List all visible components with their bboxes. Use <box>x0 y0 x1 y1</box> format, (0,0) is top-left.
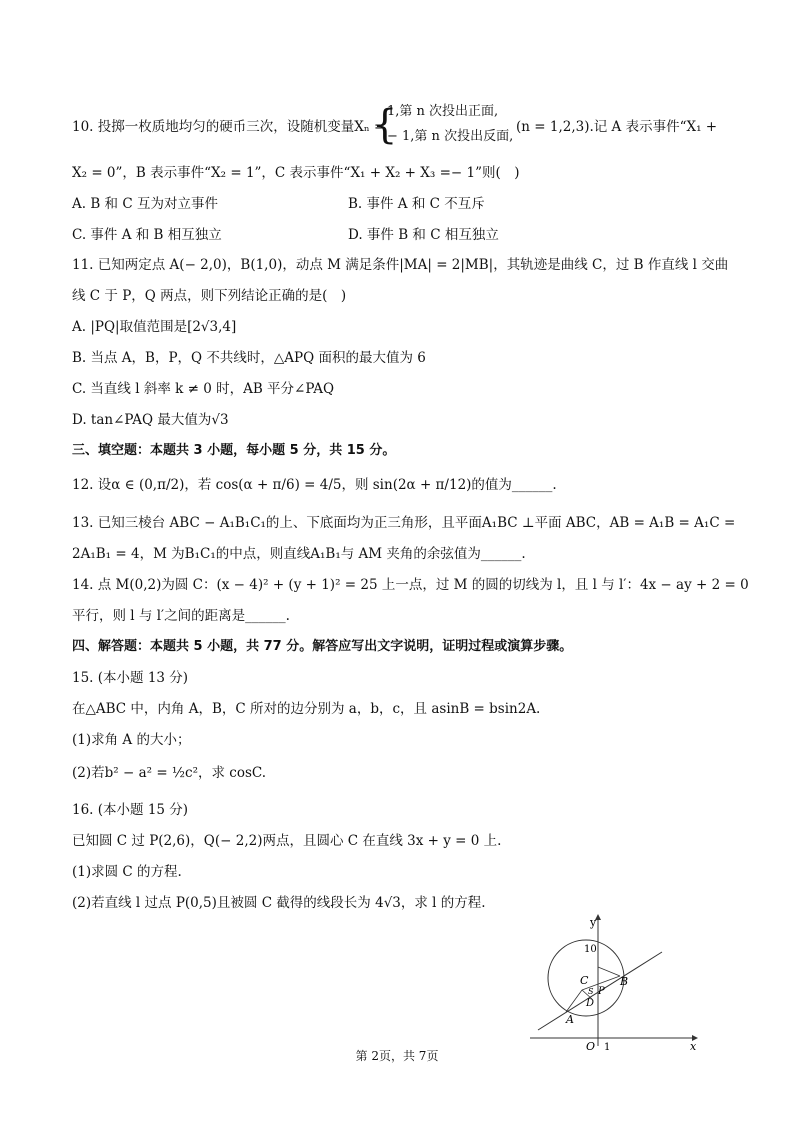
x-axis-label: x <box>690 1040 697 1052</box>
q11-option-d: D. tan∠PAQ 最大值为√3 <box>72 412 229 428</box>
q11-option-c: C. 当直线 l 斜率 k ≠ 0 时，AB 平分∠PAQ <box>72 381 335 397</box>
q10-option-d: D. 事件 B 和 C 相互独立 <box>348 227 499 243</box>
q15-stem: 在△ABC 中，内角 A，B，C 所对的边分别为 a，b，c，且 asinB = bsin2A. <box>72 701 541 717</box>
q11-line2: 线 C 于 P，Q 两点，则下列结论正确的是( ) <box>72 288 347 304</box>
q11-line1: 11. 已知两定点 A(− 2,0)，B(1,0)，动点 M 满足条件|MA| = 2|MB|，其轨迹是曲线 C，过 B 作直线 l 交曲 <box>72 257 729 273</box>
point-b-label: B <box>620 975 629 988</box>
segment-ca <box>566 990 582 1012</box>
point-p-label: P <box>598 986 605 997</box>
section3-heading: 三、填空题：本题共 3 小题，每小题 5 分，共 15 分。 <box>72 443 396 458</box>
q13-line1: 13. 已知三棱台 ABC − A₁B₁C₁的上、下底面均为正三角形，且平面A₁BC ⊥平面 ABC，AB = A₁B = A₁C = <box>72 515 736 531</box>
q11-option-a: A. |PQ|取值范围是[2√3,4] <box>72 319 237 335</box>
point-c-label: C <box>580 974 589 987</box>
q10-line2: X₂ = 0”，B 表示事件“X₂ = 1”，C 表示事件“X₁ + X₂ + X₃ =− 1”则( ) <box>72 165 520 181</box>
q15-part1: (1)求角 A 的大小； <box>72 732 191 748</box>
q15-heading: 15. (本小题 13 分) <box>72 670 189 686</box>
point-d-label: D <box>586 998 595 1009</box>
point-a-label: A <box>566 1013 574 1026</box>
q10-option-b: B. 事件 A 和 C 不互斥 <box>348 196 485 212</box>
q10-option-c: C. 事件 A 和 B 相互独立 <box>72 227 222 243</box>
tick-10-label: 10 <box>584 944 597 955</box>
tick-1-label: 1 <box>604 1042 611 1052</box>
q13-line2: 2A₁B₁ = 4，M 为B₁C₁的中点，则直线A₁B₁与 AM 夹角的余弦值为______. <box>72 546 526 562</box>
q14-line1: 14. 点 M(0,2)为圆 C：(x − 4)² + (y + 1)² = 25 上一点，过 M 的圆的切线为 l，且 l 与 l′：4x − ay + 2 = 0 <box>72 577 749 593</box>
q10-case2: − 1,第 n 次投出反面, <box>387 129 514 144</box>
page-footer: 第 2页，共 7页 <box>355 1049 439 1063</box>
q12-text: 12. 设α ∈ (0,π/2)，若 cos(α + π/6) = 4/5，则 sin(2α + π/12)的值为______. <box>72 477 557 493</box>
q14-line2: 平行，则 l 与 l′之间的距离是______. <box>72 608 290 624</box>
piecewise-brace: { <box>372 102 398 148</box>
q16-part2: (2)若直线 l 过点 P(0,5)且被圆 C 截得的线段长为 4√3，求 l 的方程. <box>72 895 486 911</box>
q16-stem: 已知圆 C 过 P(2,6)，Q(− 2,2)两点，且圆心 C 在直线 3x + y = 0 上. <box>72 833 502 849</box>
y-axis-label: y <box>590 916 597 929</box>
q16-heading: 16. (本小题 15 分) <box>72 802 189 818</box>
q11-option-b: B. 当点 A，B，P，Q 不共线时，△APQ 面积的最大值为 6 <box>72 350 426 366</box>
q15-part2: (2)若b² − a² = ½c²，求 cosC. <box>72 765 267 781</box>
origin-label: O <box>586 1040 596 1052</box>
circle-figure <box>520 912 700 1052</box>
q10-part1: 10. 投掷一枚质地均匀的硬币三次，设随机变量Xₙ = <box>72 119 386 135</box>
q16-part1: (1)求圆 C 的方程. <box>72 864 182 880</box>
point-s-label: S <box>588 987 594 996</box>
q10-option-a: A. B 和 C 互为对立事件 <box>72 196 218 212</box>
q10-part2: (n = 1,2,3).记 A 表示事件“X₁ + <box>516 119 718 135</box>
q10-case1: 1,第 n 次投出正面, <box>387 104 499 119</box>
segment-pb <box>598 967 620 976</box>
section4-heading: 四、解答题：本题共 5 小题，共 77 分。解答应写出文字说明，证明过程或演算步骤。 <box>72 639 573 654</box>
